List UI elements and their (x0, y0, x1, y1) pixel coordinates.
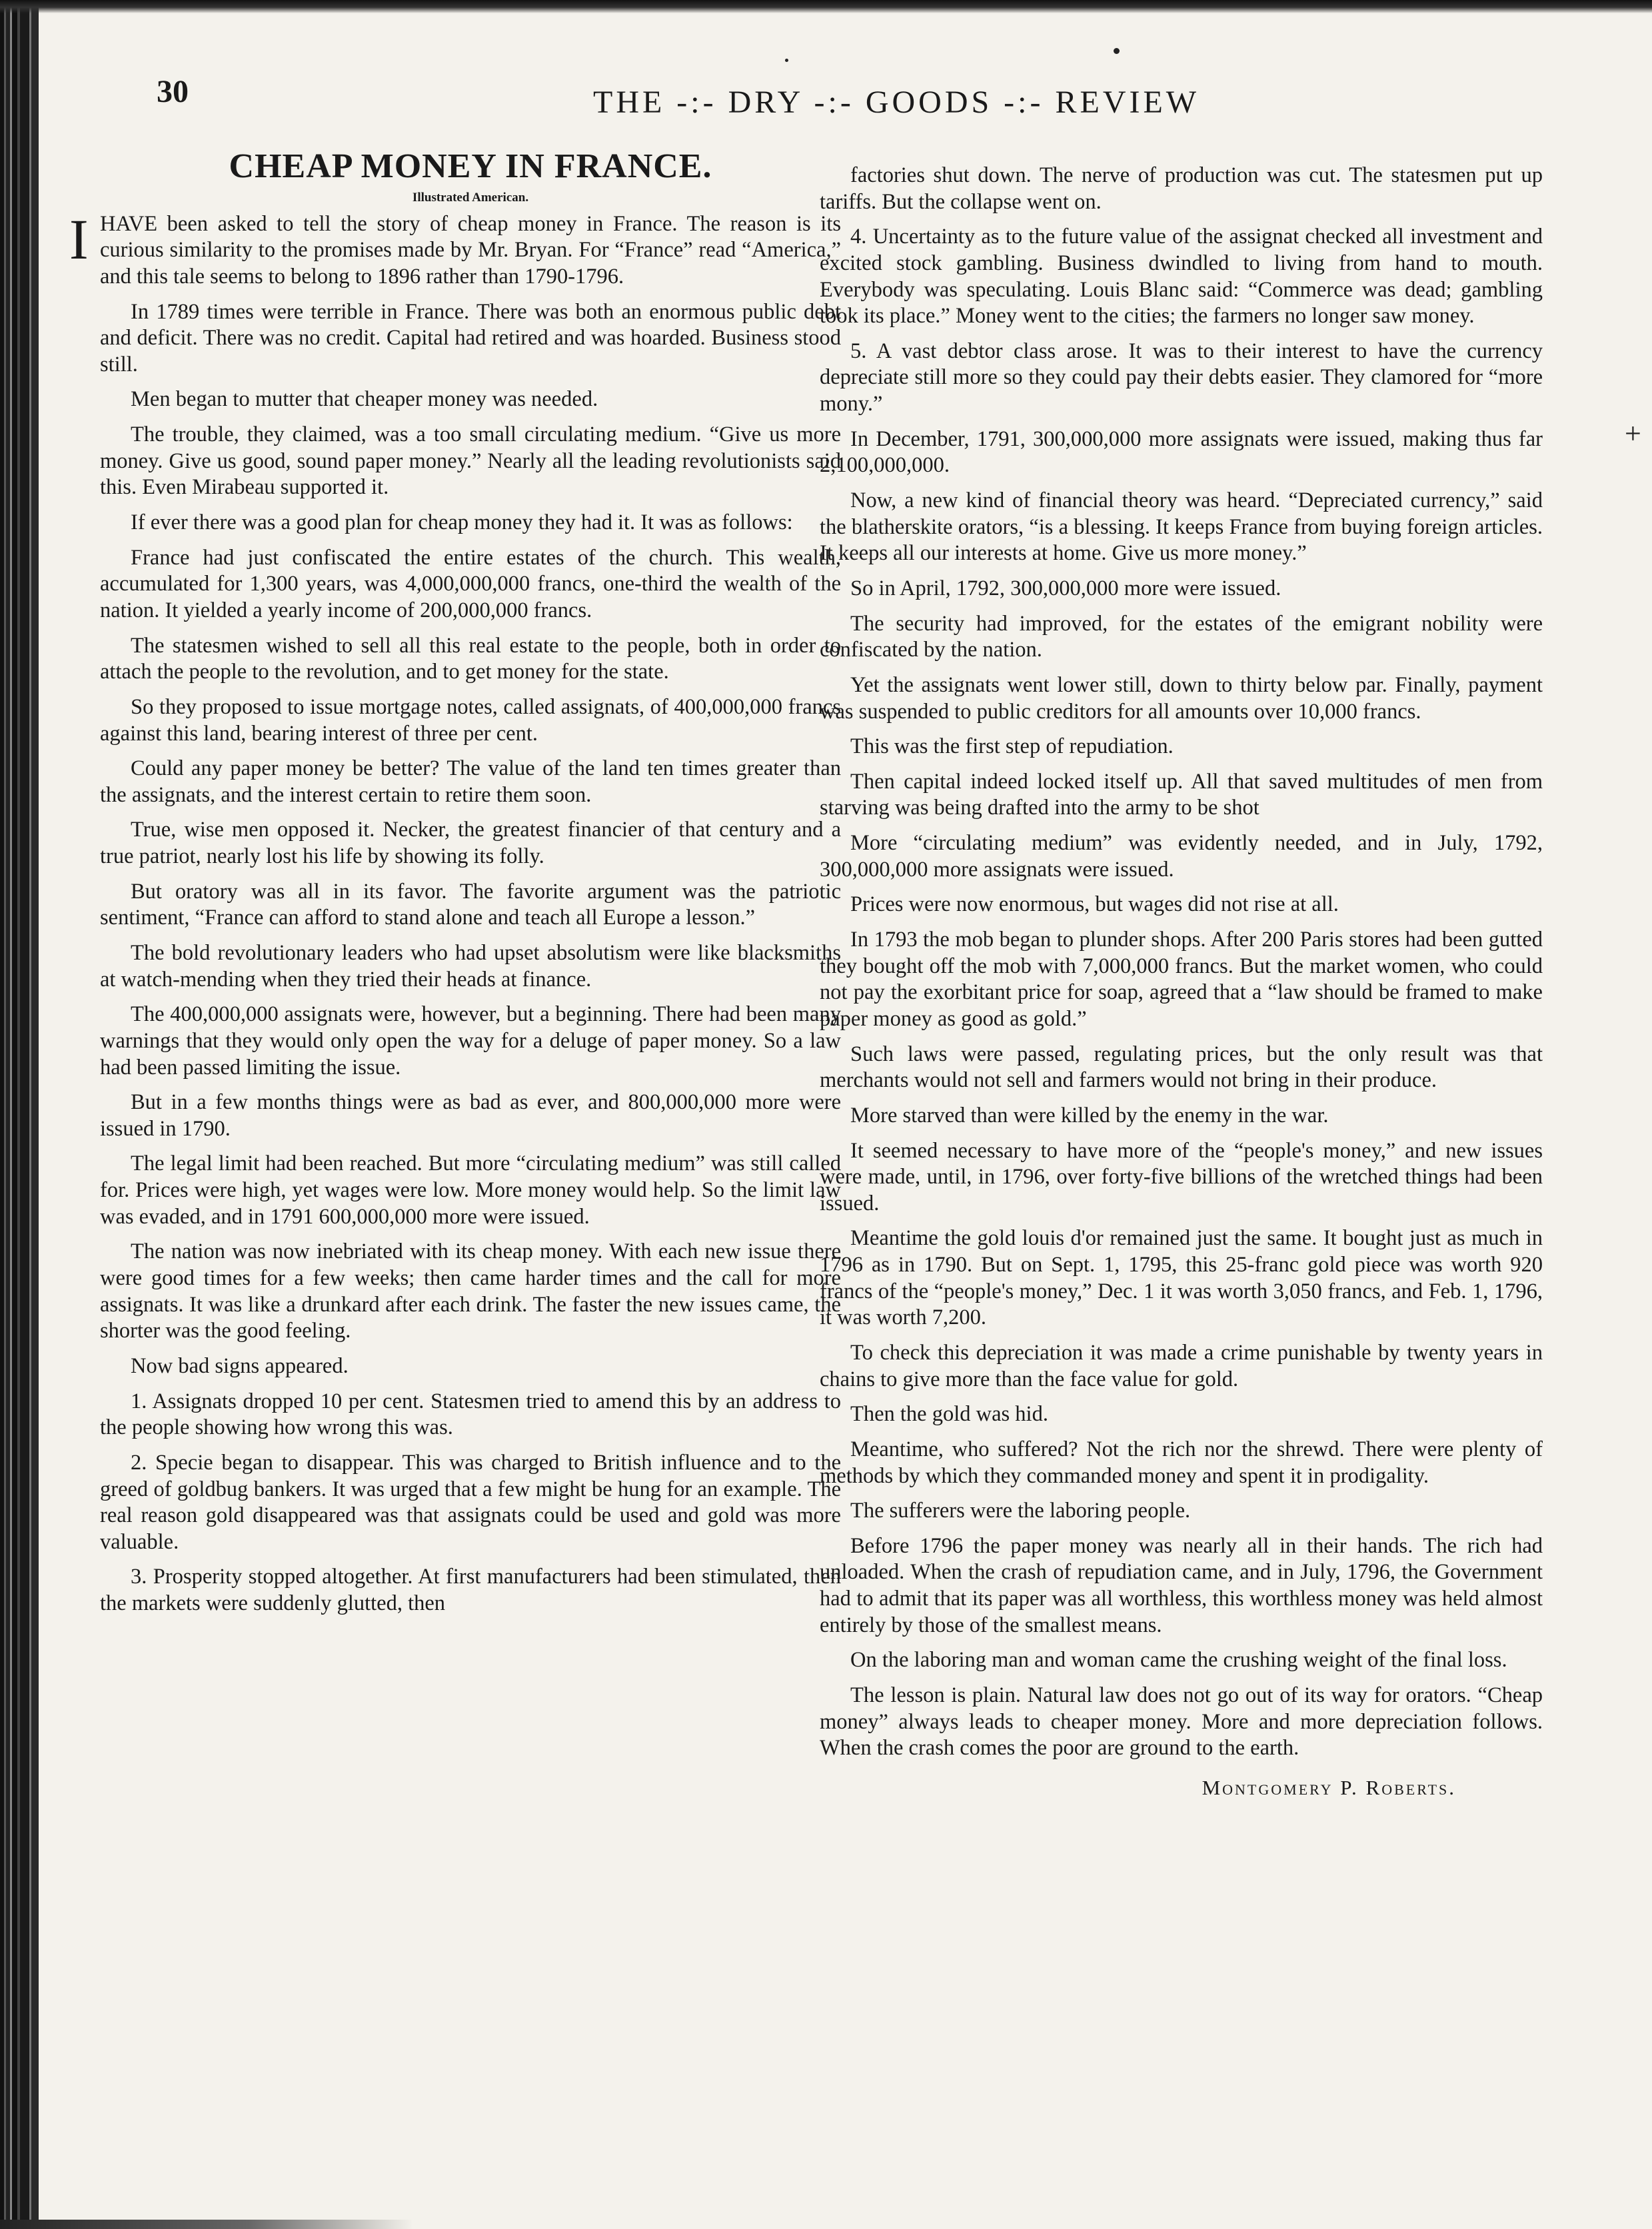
paragraph (100, 879, 841, 932)
paragraph-text: The lesson is plain. Natural law does not go out of its way for orators. “Cheap money” always leads to cheaper money. More and more depreciation follows. When the crash comes the poor are ground to the earth. (820, 1683, 1543, 1761)
paragraph (820, 769, 1543, 822)
paragraph-text: Prices were now enormous, but wages did not rise at all. (850, 892, 1339, 917)
paragraph (820, 1138, 1543, 1217)
paragraph-text: 5. A vast debtor class arose. It was to their interest to have the currency depreciate still more so they could pay their debts easier. They clamored for “more mony.” (820, 339, 1543, 416)
paragraph-text: In 1793 the mob began to plunder shops. After 200 Paris stores had been gutted they bought off the mob with 7,000,000 francs. But the market women, who could not pay the exorbitant price for soap, agreed that a “law should be framed to make paper money as good as gold.” (820, 928, 1543, 1031)
paragraph (100, 694, 841, 747)
article-source: Illustrated American. (412, 191, 529, 205)
paragraph-text: Now, a new kind of financial theory was heard. “Depreciated currency,” said the blatherskite orators, “is a blessing. It keeps France from buying foreign articles. It keeps all our interests at home. Give us more money.” (820, 488, 1543, 566)
paragraph-text: 3. Prosperity stopped altogether. At first manufacturers had been stimulated, then the markets were suddenly glutted, then (100, 1565, 841, 1616)
paragraph (820, 426, 1543, 479)
paragraph-text: Now bad signs appeared. (131, 1353, 349, 1378)
left-column (69, 145, 841, 1626)
paragraph-text: The legal limit had been reached. But more “circulating medium” was still called for. Prices were high, yet wages were low. More money would help. So the limit law was evaded, and in 1791 600,000,000 more were issued. (100, 1151, 841, 1229)
article-title: CHEAP MONEY IN FRANCE. (229, 147, 712, 185)
right-column (820, 163, 1543, 1801)
paragraph-text: In December, 1791, 300,000,000 more assignats were issued, making thus far 2,100,000,000. (820, 426, 1543, 478)
paragraph-text: The security had improved, for the estates of the emigrant nobility were confiscated by the nation. (820, 611, 1543, 662)
paragraph-text: To check this depreciation it was made a crime punishable by twenty years in chains to give more than the face value for gold. (820, 1340, 1543, 1391)
paragraph-text: But in a few months things were as bad as ever, and 800,000,000 more were issued in 1790. (100, 1090, 841, 1141)
running-head: THE -:- DRY -:- GOODS -:- REVIEW (593, 85, 1200, 120)
paragraph (820, 1437, 1543, 1489)
paragraph (820, 339, 1543, 418)
paragraph (820, 611, 1543, 664)
scan-top-edge (0, 0, 1652, 13)
paragraph-text: Such laws were passed, regulating prices, but the only result was that merchants would not sell and farmers would not bring in their produce. (820, 1042, 1543, 1093)
paragraph-text: Then capital indeed locked itself up. All that saved multitudes of men from starving was being drafted into the army to be shot (820, 769, 1543, 820)
scan-speck (785, 59, 788, 62)
paragraph (100, 545, 841, 624)
right-paragraphs (820, 163, 1543, 1762)
paragraph (100, 817, 841, 870)
paragraph (820, 892, 1543, 918)
paragraph-text: Meantime the gold louis d'or remained just the same. It bought just as much in 1796 as in 1790. But on Sept. 1, 1795, this 25-franc gold piece was worth 920 francs of the “people's money,” Dec. 1 it was worth 3,050 francs, and Feb. 1, 1796, it was worth 7,200. (820, 1226, 1543, 1330)
paragraph (100, 1450, 841, 1556)
paragraph-text: Yet the assignats went lower still, down to thirty below par. Finally, payment was suspended to public creditors for all amounts over 10,000 francs. (820, 672, 1543, 724)
paragraph (100, 1090, 841, 1142)
paragraph (100, 1151, 841, 1230)
paragraph-text: Could any paper money be better? The value of the land ten times greater than the assignats, and the interest certain to retire them soon. (100, 756, 841, 807)
scan-binding-edge (0, 0, 39, 2229)
paragraph-text: The 400,000,000 assignats were, however, but a beginning. There had been many warnings that they would only open the way for a deluge of paper money. So a law had been passed limiting the issue. (100, 1002, 841, 1080)
first-words: HAVE (100, 211, 158, 236)
page-number: 30 (157, 74, 189, 109)
paragraph-text: 2. Specie began to disappear. This was charged to British influence and to the greed of goldbug bankers. It was urged that a few might be hung for an example. The real reason gold disappeared was that assignats could be used and gold was more valuable. (100, 1450, 841, 1554)
paragraph-text: Before 1796 the paper money was nearly all in their hands. The rich had unloaded. When the crash of repudiation came, and in July, 1796, the Government had to admit that its paper was all worthless, this worthless money was held almost entirely by those of the smallest means. (820, 1533, 1543, 1637)
paragraph (820, 1647, 1543, 1674)
paragraph-text: So they proposed to issue mortgage notes, called assignats, of 400,000,000 francs against this land, bearing interest of three per cent. (100, 694, 841, 746)
paragraph (820, 576, 1543, 602)
paragraph (820, 1498, 1543, 1525)
paragraph (820, 1533, 1543, 1639)
paragraph-text: More starved than were killed by the enemy in the war. (850, 1103, 1329, 1127)
paragraph-text: The statesmen wished to sell all this real estate to the people, both in order to attach the people to the revolution, and to get money for the state. (100, 633, 841, 684)
paragraph (100, 386, 841, 413)
left-paragraphs (69, 207, 841, 1617)
paragraph-text: In 1789 times were terrible in France. There was both an enormous public debt and deficit. There was no credit. Capital had retired and was hoarded. Business stood still. (100, 299, 841, 376)
paragraph (100, 1564, 841, 1617)
paragraph (820, 163, 1543, 215)
paragraph (820, 1225, 1543, 1331)
paragraph-text: The nation was now inebriated with its cheap money. With each new issue there were good times for a few weeks; then came harder times and the call for more assignats. It was like a drunkard after each drink. The faster the new issues came, the shorter was the good feeling. (100, 1239, 841, 1343)
paragraph-text: More “circulating medium” was evidently needed, and in July, 1792, 300,000,000 more assignats were issued. (820, 831, 1543, 882)
paragraph-text: The sufferers were the laboring people. (850, 1499, 1191, 1523)
paragraph-text: True, wise men opposed it. Necker, the greatest financier of that century and a true patriot, nearly lost his life by showing its folly. (100, 818, 841, 869)
author-signature: Montgomery P. Roberts. (1202, 1775, 1456, 1799)
paragraph (100, 510, 841, 536)
paragraph-text: The bold revolutionary leaders who had upset absolutism were like blacksmiths at watch-mending when they tried their heads at finance. (100, 940, 841, 992)
paragraph-text: factories shut down. The nerve of production was cut. The statesmen put up tariffs. But the collapse went on. (820, 163, 1543, 214)
paragraph (820, 830, 1543, 883)
paragraph-text: Meantime, who suffered? Not the rich nor the shrewd. There were plenty of methods by which they commanded money and spent it in prodigality. (820, 1437, 1543, 1488)
paragraph-text: Men began to mutter that cheaper money was needed. (131, 387, 598, 412)
scan-bottom-edge (0, 2220, 413, 2229)
paragraph (820, 1042, 1543, 1094)
paragraph (820, 1340, 1543, 1393)
paragraph-text: The trouble, they claimed, was a too small circulating medium. “Give us more money. Give us good, sound paper money.” Nearly all the leading revolutionists said this. Even Mirabeau supported it. (100, 422, 841, 500)
paragraph (100, 940, 841, 993)
paragraph (100, 1389, 841, 1441)
paragraph (100, 1239, 841, 1345)
drop-cap: I (69, 207, 89, 271)
paragraph (820, 1401, 1543, 1428)
paragraph (100, 422, 841, 501)
paragraph-text: Then the gold was hid. (850, 1402, 1048, 1427)
scan-speck (1114, 48, 1120, 54)
paragraph (100, 1002, 841, 1081)
paragraph-text: If ever there was a good plan for cheap money they had it. It was as follows: (131, 510, 793, 535)
margin-mark: + (1625, 417, 1641, 450)
paragraph-text: But oratory was all in its favor. The favorite argument was the patriotic sentiment, “France can afford to stand alone and teach all Europe a lesson.” (100, 879, 841, 930)
paragraph-text: France had just confiscated the entire estates of the church. This wealth, accumulated for 1,300 years, was 4,000,000,000 francs, one-third the wealth of the nation. It yielded a yearly income of 200,000,000 francs. (100, 545, 841, 622)
paragraph-text: So in April, 1792, 300,000,000 more were issued. (850, 576, 1281, 600)
paragraph-text: been asked to tell the story of cheap money in France. The reason is its curious similarity to the promises made by Mr. Bryan. For “France” read “America,” and this tale seems to belong to 1896 rather than 1790-1796. (100, 211, 841, 289)
paragraph-text: On the laboring man and woman came the crushing weight of the final loss. (850, 1648, 1507, 1673)
paragraph-text: This was the first step of repudiation. (850, 734, 1174, 759)
paragraph (820, 224, 1543, 330)
paragraph (100, 299, 841, 378)
paragraph-text: 1. Assignats dropped 10 per cent. Statesmen tried to amend this by an address to the people showing how wrong this was. (100, 1389, 841, 1440)
paragraph (100, 633, 841, 686)
paragraph (820, 734, 1543, 760)
paragraph (100, 1353, 841, 1380)
paragraph (100, 756, 841, 808)
paragraph (820, 672, 1543, 725)
paragraph-text: It seemed necessary to have more of the “people's money,” and new issues were made, until, in 1796, over forty-five billions of the wretched things had been issued. (820, 1138, 1543, 1215)
paragraph-text: 4. Uncertainty as to the future value of the assignat checked all investment and excited stock gambling. Business dwindled to living from hand to mouth. Everybody was speculating. Louis Blanc said: “Commerce was dead; gambling took its place.” Money went to the cities; the farmers no longer saw money. (820, 225, 1543, 329)
paragraph (69, 207, 841, 291)
paragraph (820, 488, 1543, 567)
paragraph (820, 1683, 1543, 1762)
paragraph (820, 927, 1543, 1033)
paragraph (820, 1103, 1543, 1129)
